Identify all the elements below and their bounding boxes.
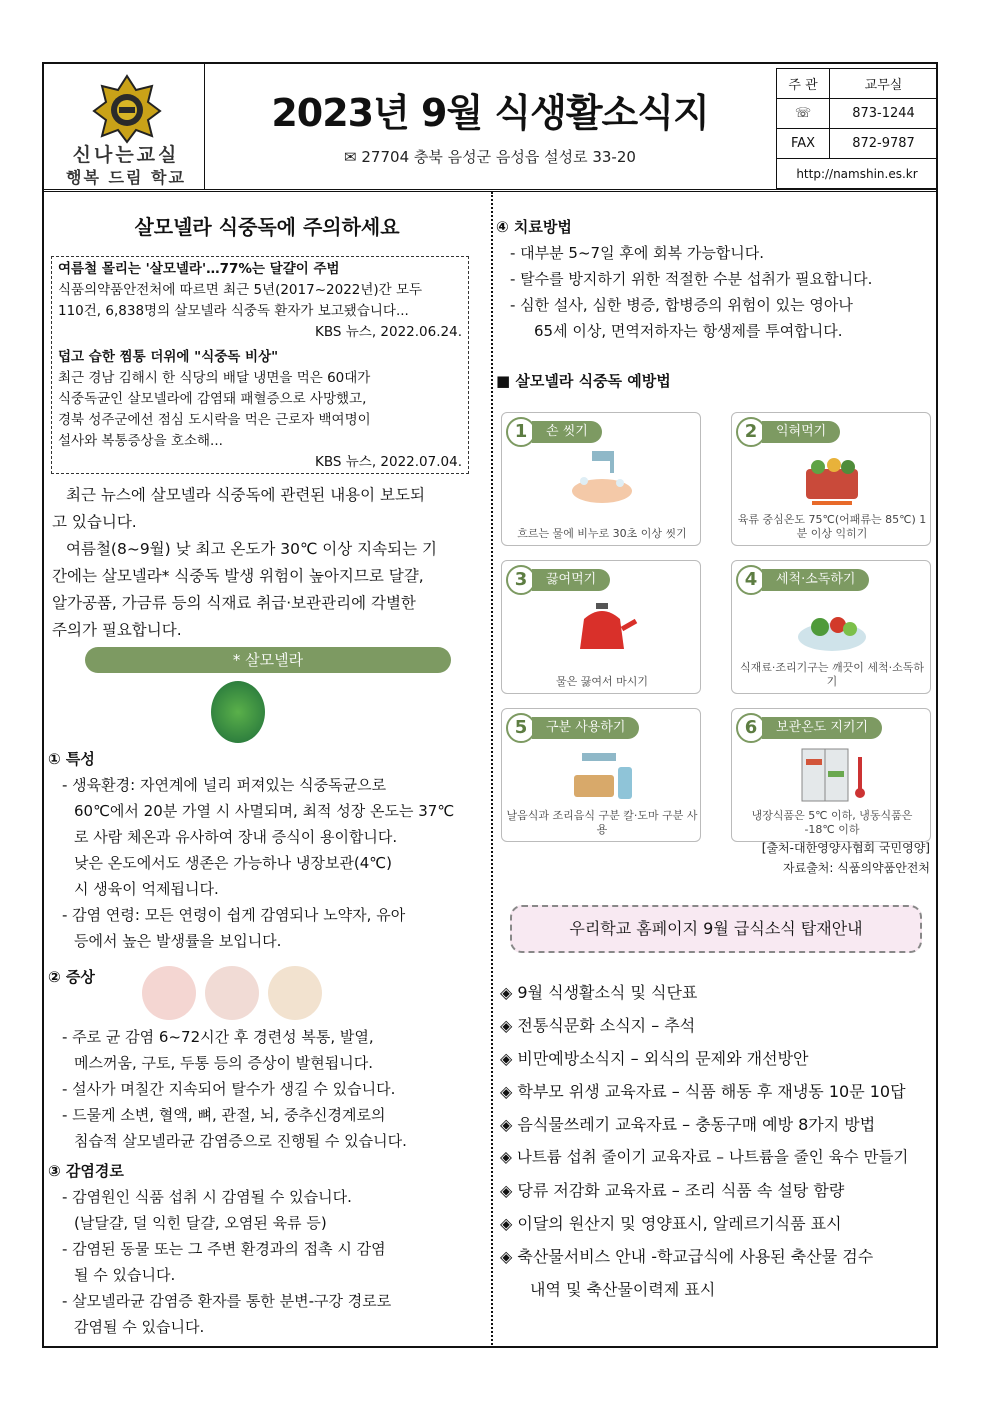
handwash-icon (562, 451, 642, 507)
address: ✉ 27704 충북 음성군 음성읍 설성로 33-20 (344, 148, 636, 166)
header (44, 64, 936, 192)
list-item: ◈ 비만예방소식지 – 외식의 문제와 개선방안 (500, 1049, 809, 1068)
news-source: KBS 뉴스, 2022.06.24. (315, 324, 462, 340)
news-headline: 덥고 습한 찜통 더위에 "식중독 비상" (58, 349, 279, 365)
vegetable-bowl-icon (792, 599, 872, 655)
homepage-link[interactable]: http://namshin.es.kr (777, 159, 938, 189)
news-headline: 여름철 몰리는 '살모넬라'…77%는 달걀이 주범 (58, 261, 340, 277)
section-2-title: ② 증상 (48, 968, 95, 986)
prevention-card: 4 세척·소독하기 식재료·조리기구는 깨끗이 세척·소독하기 (731, 560, 931, 694)
list-item: ◈ 9월 식생활소식 및 식단표 (500, 983, 698, 1002)
news-body: 110건, 6,838명의 살모넬라 식중독 환자가 보고됐습니다... (58, 303, 409, 319)
list-item: ◈ 당류 저감화 교육자료 – 조리 식품 속 설탕 함량 (500, 1181, 845, 1200)
prevention-card: 2 익혀먹기 육류 중심온도 75℃(어패류는 85℃) 1분 이상 익히기 (731, 412, 931, 546)
prevention-card: 6 보관온도 지키기 냉장식품은 5℃ 이하, 냉동식품은 -18℃ 이하 (731, 708, 931, 842)
section-2: - 주로 균 감염 6~72시간 후 경련성 복통, 발열, 메스꺼움, 구토, 두통 등의 증상이 발현됩니다. - 설사가 며칠간 지속되어 탈수가 생길 수 있습니다. - 드물게 소변, 혈액, 뼈, 관절, 뇌, 중추신경계로의 침습적 살모넬라균 감염증으로 진행될 수 있습니다. (62, 1028, 407, 1150)
info-row: FAX 872-9787 (777, 129, 938, 159)
salmonella-label: * 살모넬라 (85, 647, 451, 673)
mail-icon: ✉ (344, 148, 362, 166)
info-row: ☏ 873-1244 (777, 99, 938, 129)
section-1: ① 특성 - 생육환경: 자연계에 널리 퍼져있는 식중독균으로 60℃에서 20분 가열 시 사멸되며, 최적 성장 온도는 37℃ 로 사람 체온과 유사하여 장내 증식이 용이합니다. 낮은 온도에서도 생존은 가능하나 냉장보관(4℃) 시 생육이 억제됩니다. - 감염 연령: 모든 연령이 쉽게 감염되나 노약자, 유아 등에서 높은 발생률을 보입니다. (48, 750, 455, 950)
page-title: 2023년 9월 식생활소식지 (271, 91, 709, 135)
news-body: 경북 성주군에선 점심 도시락을 먹은 근로자 백여명이 (58, 412, 371, 428)
prevention-card: 5 구분 사용하기 날음식과 조리음식 구분 칼·도마 구분 사용 (501, 708, 701, 842)
homepage-items (500, 976, 936, 1306)
prevention-card: 1 손 씻기 흐르는 물에 비누로 30초 이상 씻기 (501, 412, 701, 546)
cooking-pot-icon (792, 451, 872, 507)
news-box (51, 256, 469, 474)
news-body: 식중독균인 살모넬라에 감염돼 패혈증으로 사망했고, (58, 391, 367, 407)
section-heading: 살모넬라 식중독에 주의하세요 (134, 215, 400, 239)
homepage-notice: 우리학교 홈페이지 9월 급식소식 탑재안내 (510, 905, 922, 953)
news-source: KBS 뉴스, 2022.07.04. (315, 454, 462, 470)
list-item: 내역 및 축산물이력제 표시 (530, 1280, 716, 1299)
news-body: 설사와 복통증상을 호소해... (58, 433, 223, 449)
list-item: ◈ 이달의 원산지 및 영양표시, 알레르기식품 표시 (500, 1214, 842, 1233)
info-row (777, 159, 938, 189)
list-item: ◈ 학부모 위생 교육자료 – 식품 해동 후 재냉동 10문 10답 (500, 1082, 906, 1101)
section-4: ④ 치료방법 - 대부분 5~7일 후에 회복 가능합니다. - 탈수를 방지하기 위한 적절한 수분 섭취가 필요합니다. - 심한 설사, 심한 병증, 합병증의 위험이 있는 영아나 65세 이상, 면역저하자는 항생제를 투여합니다. (496, 218, 873, 340)
school-emblem-icon (92, 74, 162, 144)
intro-text: 최근 뉴스에 살모넬라 식중독에 관련된 내용이 보도되 고 있습니다. 여름철(8~9월) 낮 최고 온도가 30℃ 이상 지속되는 기 간에는 살모넬라* 식중독 발생 위험이 높아지므로 달걀, 알가공품, 가금류 등의 식재료 취급·보관관리에 각별한 주의가 필요합니다. (52, 486, 437, 639)
section-3: ③ 감염경로 - 감염원인 식품 섭취 시 감염될 수 있습니다. (날달걀, 덜 익힌 달걀, 오염된 육류 등) - 감염된 동물 또는 그 주변 환경과의 접촉 시 감염 될 수 있습니다. - 살모넬라균 감염증 환자를 통한 분변-구강 경로로 감염될 수 있습니다. (48, 1162, 392, 1336)
abdominal-pain-icon (142, 966, 196, 1020)
info-table (776, 68, 938, 189)
sources: [출처-대한영양사협회 국민영양] 자료출처: 식품의약품안전처 (761, 841, 930, 875)
prevention-card: 3 끓여먹기 물은 끓여서 마시기 (501, 560, 701, 694)
news-body: 식품의약품안전처에 따르면 최근 5년(2017~2022년)간 모두 (58, 282, 423, 298)
list-item: ◈ 축산물서비스 안내 -학교급식에 사용된 축산물 검수 (500, 1247, 874, 1266)
column-divider (491, 192, 493, 1348)
diarrhea-icon (268, 966, 322, 1020)
headache-icon (205, 966, 259, 1020)
list-item: ◈ 음식물쓰레기 교육자료 – 충동구매 예방 8가지 방법 (500, 1115, 876, 1134)
cutting-board-icon (562, 747, 642, 803)
prevention-title: ■ 살모넬라 식중독 예방법 (496, 372, 671, 390)
school-name: 행복 드림 학교 (66, 168, 186, 187)
kettle-icon (562, 599, 642, 655)
list-item: ◈ 전통식문화 소식지 – 추석 (500, 1016, 696, 1035)
refrigerator-icon (792, 747, 872, 803)
logo-box (44, 64, 205, 189)
bacteria-icon (211, 681, 265, 743)
news-body: 최근 경남 김해시 한 식당의 배달 냉면을 먹은 60대가 (58, 370, 371, 386)
list-item: ◈ 나트륨 섭취 줄이기 교육자료 – 나트륨을 줄인 육수 만들기 (500, 1148, 909, 1166)
info-row: 주 관 교무실 (777, 69, 938, 99)
school-slogan: 신나는교실 (72, 144, 180, 166)
